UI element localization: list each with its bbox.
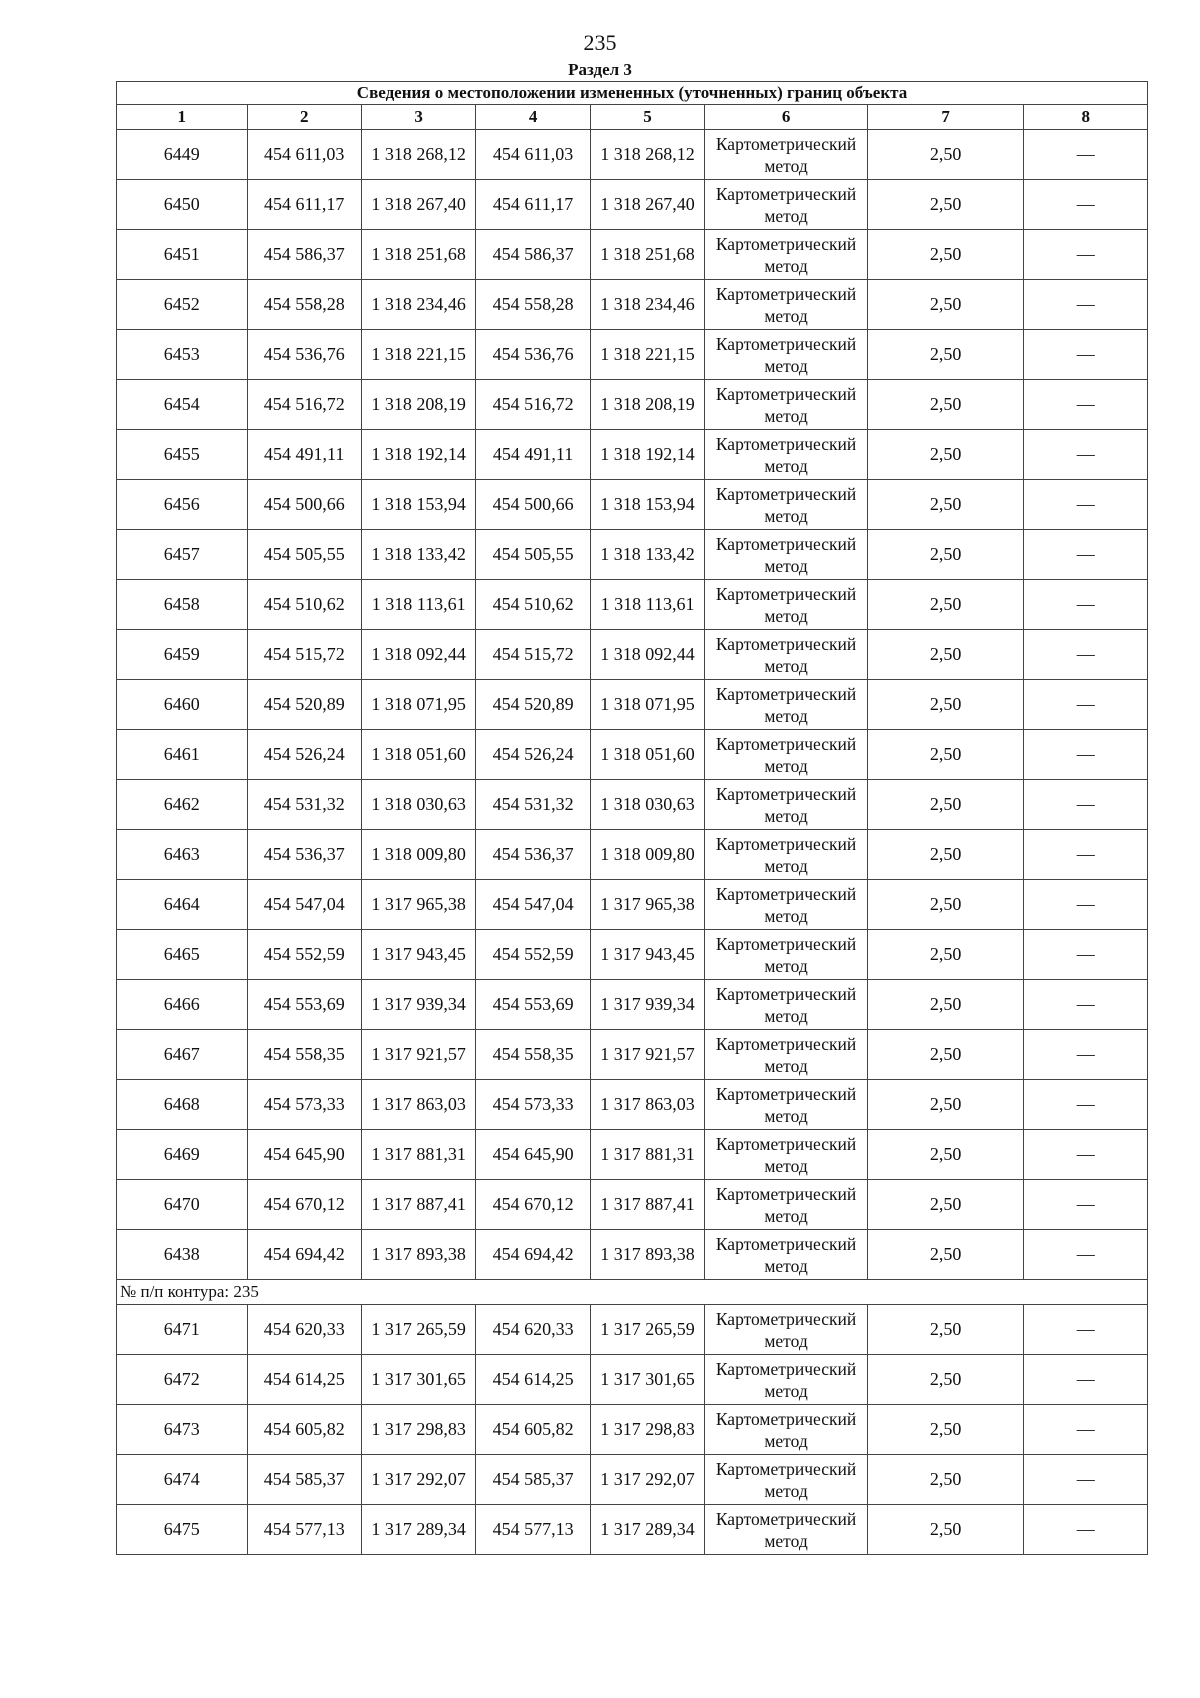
new-y-cell: 1 318 113,61 bbox=[590, 580, 704, 630]
existing-x-cell: 454 526,24 bbox=[247, 730, 361, 780]
new-x-cell: 454 552,59 bbox=[476, 930, 590, 980]
column-header-row bbox=[117, 105, 1148, 130]
table-row bbox=[117, 1405, 1148, 1455]
accuracy-cell: 2,50 bbox=[867, 1230, 1024, 1280]
existing-x-cell: 454 611,03 bbox=[247, 130, 361, 180]
new-y-cell: 1 317 893,38 bbox=[590, 1230, 704, 1280]
method-cell: Картометрический метод bbox=[705, 1505, 868, 1555]
new-x-cell: 454 510,62 bbox=[476, 580, 590, 630]
new-y-cell: 1 317 863,03 bbox=[590, 1080, 704, 1130]
existing-y-cell: 1 317 887,41 bbox=[361, 1180, 475, 1230]
new-x-cell: 454 670,12 bbox=[476, 1180, 590, 1230]
existing-x-cell: 454 586,37 bbox=[247, 230, 361, 280]
point-number-cell: 6473 bbox=[117, 1405, 248, 1455]
table-row bbox=[117, 1455, 1148, 1505]
method-cell: Картометрический метод bbox=[705, 930, 868, 980]
new-y-cell: 1 317 265,59 bbox=[590, 1305, 704, 1355]
note-cell: — bbox=[1024, 1505, 1148, 1555]
existing-x-cell: 454 605,82 bbox=[247, 1405, 361, 1455]
method-cell: Картометрический метод bbox=[705, 1405, 868, 1455]
existing-y-cell: 1 317 893,38 bbox=[361, 1230, 475, 1280]
new-y-cell: 1 317 292,07 bbox=[590, 1455, 704, 1505]
method-cell: Картометрический метод bbox=[705, 1230, 868, 1280]
new-x-cell: 454 531,32 bbox=[476, 780, 590, 830]
table-row bbox=[117, 780, 1148, 830]
existing-x-cell: 454 510,62 bbox=[247, 580, 361, 630]
method-cell: Картометрический метод bbox=[705, 1305, 868, 1355]
table-row bbox=[117, 130, 1148, 180]
new-x-cell: 454 558,28 bbox=[476, 280, 590, 330]
existing-y-cell: 1 317 301,65 bbox=[361, 1355, 475, 1405]
method-cell: Картометрический метод bbox=[705, 630, 868, 680]
existing-y-cell: 1 318 208,19 bbox=[361, 380, 475, 430]
existing-y-cell: 1 318 092,44 bbox=[361, 630, 475, 680]
new-y-cell: 1 318 092,44 bbox=[590, 630, 704, 680]
note-cell: — bbox=[1024, 480, 1148, 530]
table-row bbox=[117, 730, 1148, 780]
existing-y-cell: 1 317 289,34 bbox=[361, 1505, 475, 1555]
existing-x-cell: 454 558,28 bbox=[247, 280, 361, 330]
contour-row bbox=[117, 1280, 1148, 1305]
new-y-cell: 1 318 221,15 bbox=[590, 330, 704, 380]
new-y-cell: 1 318 153,94 bbox=[590, 480, 704, 530]
accuracy-cell: 2,50 bbox=[867, 1505, 1024, 1555]
accuracy-cell: 2,50 bbox=[867, 480, 1024, 530]
new-x-cell: 454 505,55 bbox=[476, 530, 590, 580]
existing-y-cell: 1 318 009,80 bbox=[361, 830, 475, 880]
note-cell: — bbox=[1024, 980, 1148, 1030]
note-cell: — bbox=[1024, 230, 1148, 280]
table-row bbox=[117, 1305, 1148, 1355]
method-cell: Картометрический метод bbox=[705, 230, 868, 280]
accuracy-cell: 2,50 bbox=[867, 1455, 1024, 1505]
method-cell: Картометрический метод bbox=[705, 480, 868, 530]
point-number-cell: 6438 bbox=[117, 1230, 248, 1280]
existing-y-cell: 1 318 071,95 bbox=[361, 680, 475, 730]
table-row bbox=[117, 580, 1148, 630]
column-header: 8 bbox=[1024, 105, 1148, 130]
table-row bbox=[117, 630, 1148, 680]
existing-y-cell: 1 318 234,46 bbox=[361, 280, 475, 330]
accuracy-cell: 2,50 bbox=[867, 830, 1024, 880]
new-x-cell: 454 547,04 bbox=[476, 880, 590, 930]
section-title: Раздел 3 bbox=[568, 60, 632, 79]
point-number-cell: 6449 bbox=[117, 130, 248, 180]
existing-x-cell: 454 611,17 bbox=[247, 180, 361, 230]
point-number-cell: 6467 bbox=[117, 1030, 248, 1080]
table-title-row bbox=[117, 82, 1148, 105]
new-x-cell: 454 491,11 bbox=[476, 430, 590, 480]
new-y-cell: 1 317 298,83 bbox=[590, 1405, 704, 1455]
note-cell: — bbox=[1024, 330, 1148, 380]
existing-x-cell: 454 645,90 bbox=[247, 1130, 361, 1180]
new-x-cell: 454 694,42 bbox=[476, 1230, 590, 1280]
note-cell: — bbox=[1024, 1230, 1148, 1280]
new-x-cell: 454 516,72 bbox=[476, 380, 590, 430]
existing-x-cell: 454 500,66 bbox=[247, 480, 361, 530]
note-cell: — bbox=[1024, 680, 1148, 730]
new-y-cell: 1 317 939,34 bbox=[590, 980, 704, 1030]
existing-x-cell: 454 505,55 bbox=[247, 530, 361, 580]
new-x-cell: 454 526,24 bbox=[476, 730, 590, 780]
table-row bbox=[117, 1230, 1148, 1280]
method-cell: Картометрический метод bbox=[705, 780, 868, 830]
table-row bbox=[117, 180, 1148, 230]
note-cell: — bbox=[1024, 280, 1148, 330]
note-cell: — bbox=[1024, 630, 1148, 680]
existing-x-cell: 454 531,32 bbox=[247, 780, 361, 830]
new-y-cell: 1 318 051,60 bbox=[590, 730, 704, 780]
table-row bbox=[117, 1505, 1148, 1555]
existing-x-cell: 454 670,12 bbox=[247, 1180, 361, 1230]
method-cell: Картометрический метод bbox=[705, 280, 868, 330]
method-cell: Картометрический метод bbox=[705, 580, 868, 630]
new-y-cell: 1 317 921,57 bbox=[590, 1030, 704, 1080]
point-number-cell: 6466 bbox=[117, 980, 248, 1030]
existing-y-cell: 1 317 292,07 bbox=[361, 1455, 475, 1505]
point-number-cell: 6456 bbox=[117, 480, 248, 530]
new-y-cell: 1 317 881,31 bbox=[590, 1130, 704, 1180]
note-cell: — bbox=[1024, 1355, 1148, 1405]
existing-x-cell: 454 516,72 bbox=[247, 380, 361, 430]
new-x-cell: 454 605,82 bbox=[476, 1405, 590, 1455]
new-x-cell: 454 577,13 bbox=[476, 1505, 590, 1555]
point-number-cell: 6463 bbox=[117, 830, 248, 880]
note-cell: — bbox=[1024, 530, 1148, 580]
accuracy-cell: 2,50 bbox=[867, 630, 1024, 680]
method-cell: Картометрический метод bbox=[705, 530, 868, 580]
new-y-cell: 1 318 208,19 bbox=[590, 380, 704, 430]
table-row bbox=[117, 480, 1148, 530]
note-cell: — bbox=[1024, 930, 1148, 980]
note-cell: — bbox=[1024, 1030, 1148, 1080]
table-row bbox=[117, 330, 1148, 380]
existing-x-cell: 454 547,04 bbox=[247, 880, 361, 930]
existing-y-cell: 1 317 265,59 bbox=[361, 1305, 475, 1355]
note-cell: — bbox=[1024, 1130, 1148, 1180]
new-y-cell: 1 317 887,41 bbox=[590, 1180, 704, 1230]
table-row bbox=[117, 1080, 1148, 1130]
existing-y-cell: 1 318 133,42 bbox=[361, 530, 475, 580]
note-cell: — bbox=[1024, 380, 1148, 430]
accuracy-cell: 2,50 bbox=[867, 680, 1024, 730]
note-cell: — bbox=[1024, 1305, 1148, 1355]
existing-x-cell: 454 573,33 bbox=[247, 1080, 361, 1130]
accuracy-cell: 2,50 bbox=[867, 1355, 1024, 1405]
accuracy-cell: 2,50 bbox=[867, 980, 1024, 1030]
page-number: 235 bbox=[583, 30, 617, 55]
method-cell: Картометрический метод bbox=[705, 680, 868, 730]
table-row bbox=[117, 380, 1148, 430]
method-cell: Картометрический метод bbox=[705, 180, 868, 230]
existing-y-cell: 1 317 965,38 bbox=[361, 880, 475, 930]
new-x-cell: 454 585,37 bbox=[476, 1455, 590, 1505]
point-number-cell: 6455 bbox=[117, 430, 248, 480]
point-number-cell: 6468 bbox=[117, 1080, 248, 1130]
table-row bbox=[117, 1180, 1148, 1230]
note-cell: — bbox=[1024, 1180, 1148, 1230]
note-cell: — bbox=[1024, 1455, 1148, 1505]
existing-y-cell: 1 317 863,03 bbox=[361, 1080, 475, 1130]
new-x-cell: 454 536,37 bbox=[476, 830, 590, 880]
point-number-cell: 6465 bbox=[117, 930, 248, 980]
point-number-cell: 6452 bbox=[117, 280, 248, 330]
table-row bbox=[117, 1355, 1148, 1405]
method-cell: Картометрический метод bbox=[705, 830, 868, 880]
note-cell: — bbox=[1024, 830, 1148, 880]
existing-y-cell: 1 318 251,68 bbox=[361, 230, 475, 280]
new-x-cell: 454 500,66 bbox=[476, 480, 590, 530]
new-x-cell: 454 536,76 bbox=[476, 330, 590, 380]
table-row bbox=[117, 1130, 1148, 1180]
existing-y-cell: 1 318 221,15 bbox=[361, 330, 475, 380]
existing-x-cell: 454 694,42 bbox=[247, 1230, 361, 1280]
new-y-cell: 1 318 030,63 bbox=[590, 780, 704, 830]
column-header: 5 bbox=[590, 105, 704, 130]
note-cell: — bbox=[1024, 580, 1148, 630]
existing-x-cell: 454 553,69 bbox=[247, 980, 361, 1030]
existing-x-cell: 454 491,11 bbox=[247, 430, 361, 480]
accuracy-cell: 2,50 bbox=[867, 280, 1024, 330]
new-y-cell: 1 318 234,46 bbox=[590, 280, 704, 330]
table-row bbox=[117, 230, 1148, 280]
new-x-cell: 454 573,33 bbox=[476, 1080, 590, 1130]
point-number-cell: 6464 bbox=[117, 880, 248, 930]
table-row bbox=[117, 280, 1148, 330]
accuracy-cell: 2,50 bbox=[867, 1180, 1024, 1230]
column-header: 2 bbox=[247, 105, 361, 130]
table-row bbox=[117, 680, 1148, 730]
accuracy-cell: 2,50 bbox=[867, 880, 1024, 930]
accuracy-cell: 2,50 bbox=[867, 730, 1024, 780]
new-x-cell: 454 620,33 bbox=[476, 1305, 590, 1355]
point-number-cell: 6469 bbox=[117, 1130, 248, 1180]
new-x-cell: 454 611,17 bbox=[476, 180, 590, 230]
existing-x-cell: 454 520,89 bbox=[247, 680, 361, 730]
existing-y-cell: 1 317 881,31 bbox=[361, 1130, 475, 1180]
point-number-cell: 6460 bbox=[117, 680, 248, 730]
table-row bbox=[117, 530, 1148, 580]
accuracy-cell: 2,50 bbox=[867, 780, 1024, 830]
existing-x-cell: 454 536,37 bbox=[247, 830, 361, 880]
table-row bbox=[117, 980, 1148, 1030]
point-number-cell: 6471 bbox=[117, 1305, 248, 1355]
new-x-cell: 454 611,03 bbox=[476, 130, 590, 180]
new-y-cell: 1 318 268,12 bbox=[590, 130, 704, 180]
column-header: 6 bbox=[705, 105, 868, 130]
accuracy-cell: 2,50 bbox=[867, 930, 1024, 980]
accuracy-cell: 2,50 bbox=[867, 180, 1024, 230]
existing-y-cell: 1 318 268,12 bbox=[361, 130, 475, 180]
method-cell: Картометрический метод bbox=[705, 1355, 868, 1405]
existing-y-cell: 1 318 192,14 bbox=[361, 430, 475, 480]
accuracy-cell: 2,50 bbox=[867, 130, 1024, 180]
accuracy-cell: 2,50 bbox=[867, 1405, 1024, 1455]
new-x-cell: 454 558,35 bbox=[476, 1030, 590, 1080]
existing-y-cell: 1 317 939,34 bbox=[361, 980, 475, 1030]
table-row bbox=[117, 880, 1148, 930]
table-row bbox=[117, 1030, 1148, 1080]
table-row bbox=[117, 830, 1148, 880]
accuracy-cell: 2,50 bbox=[867, 330, 1024, 380]
table-title: Сведения о местоположении измененных (уточненных) границ объекта bbox=[117, 82, 1148, 105]
note-cell: — bbox=[1024, 1405, 1148, 1455]
contour-label: № п/п контура: 235 bbox=[117, 1280, 1148, 1305]
new-y-cell: 1 318 133,42 bbox=[590, 530, 704, 580]
note-cell: — bbox=[1024, 880, 1148, 930]
new-y-cell: 1 318 009,80 bbox=[590, 830, 704, 880]
point-number-cell: 6459 bbox=[117, 630, 248, 680]
new-y-cell: 1 317 301,65 bbox=[590, 1355, 704, 1405]
existing-x-cell: 454 577,13 bbox=[247, 1505, 361, 1555]
point-number-cell: 6453 bbox=[117, 330, 248, 380]
accuracy-cell: 2,50 bbox=[867, 1080, 1024, 1130]
new-x-cell: 454 614,25 bbox=[476, 1355, 590, 1405]
note-cell: — bbox=[1024, 780, 1148, 830]
existing-y-cell: 1 317 298,83 bbox=[361, 1405, 475, 1455]
accuracy-cell: 2,50 bbox=[867, 1305, 1024, 1355]
existing-y-cell: 1 318 051,60 bbox=[361, 730, 475, 780]
new-y-cell: 1 317 965,38 bbox=[590, 880, 704, 930]
method-cell: Картометрический метод bbox=[705, 430, 868, 480]
existing-x-cell: 454 536,76 bbox=[247, 330, 361, 380]
method-cell: Картометрический метод bbox=[705, 730, 868, 780]
table-row bbox=[117, 430, 1148, 480]
existing-y-cell: 1 318 267,40 bbox=[361, 180, 475, 230]
new-x-cell: 454 515,72 bbox=[476, 630, 590, 680]
existing-x-cell: 454 585,37 bbox=[247, 1455, 361, 1505]
accuracy-cell: 2,50 bbox=[867, 380, 1024, 430]
point-number-cell: 6462 bbox=[117, 780, 248, 830]
new-x-cell: 454 586,37 bbox=[476, 230, 590, 280]
new-y-cell: 1 318 251,68 bbox=[590, 230, 704, 280]
method-cell: Картометрический метод bbox=[705, 880, 868, 930]
point-number-cell: 6474 bbox=[117, 1455, 248, 1505]
new-y-cell: 1 318 071,95 bbox=[590, 680, 704, 730]
point-number-cell: 6457 bbox=[117, 530, 248, 580]
note-cell: — bbox=[1024, 180, 1148, 230]
point-number-cell: 6454 bbox=[117, 380, 248, 430]
existing-y-cell: 1 317 943,45 bbox=[361, 930, 475, 980]
existing-y-cell: 1 318 030,63 bbox=[361, 780, 475, 830]
column-header: 4 bbox=[476, 105, 590, 130]
point-number-cell: 6470 bbox=[117, 1180, 248, 1230]
point-number-cell: 6458 bbox=[117, 580, 248, 630]
accuracy-cell: 2,50 bbox=[867, 430, 1024, 480]
new-x-cell: 454 553,69 bbox=[476, 980, 590, 1030]
accuracy-cell: 2,50 bbox=[867, 1030, 1024, 1080]
accuracy-cell: 2,50 bbox=[867, 530, 1024, 580]
method-cell: Картометрический метод bbox=[705, 1030, 868, 1080]
note-cell: — bbox=[1024, 130, 1148, 180]
method-cell: Картометрический метод bbox=[705, 1080, 868, 1130]
existing-y-cell: 1 317 921,57 bbox=[361, 1030, 475, 1080]
note-cell: — bbox=[1024, 730, 1148, 780]
existing-y-cell: 1 318 153,94 bbox=[361, 480, 475, 530]
point-number-cell: 6461 bbox=[117, 730, 248, 780]
column-header: 7 bbox=[867, 105, 1024, 130]
new-y-cell: 1 317 943,45 bbox=[590, 930, 704, 980]
new-y-cell: 1 318 267,40 bbox=[590, 180, 704, 230]
method-cell: Картометрический метод bbox=[705, 980, 868, 1030]
existing-x-cell: 454 620,33 bbox=[247, 1305, 361, 1355]
point-number-cell: 6472 bbox=[117, 1355, 248, 1405]
method-cell: Картометрический метод bbox=[705, 1180, 868, 1230]
point-number-cell: 6475 bbox=[117, 1505, 248, 1555]
column-header: 1 bbox=[117, 105, 248, 130]
accuracy-cell: 2,50 bbox=[867, 230, 1024, 280]
new-x-cell: 454 645,90 bbox=[476, 1130, 590, 1180]
existing-x-cell: 454 614,25 bbox=[247, 1355, 361, 1405]
boundary-table bbox=[116, 81, 1148, 1555]
method-cell: Картометрический метод bbox=[705, 380, 868, 430]
method-cell: Картометрический метод bbox=[705, 330, 868, 380]
accuracy-cell: 2,50 bbox=[867, 1130, 1024, 1180]
new-x-cell: 454 520,89 bbox=[476, 680, 590, 730]
existing-x-cell: 454 558,35 bbox=[247, 1030, 361, 1080]
note-cell: — bbox=[1024, 1080, 1148, 1130]
existing-y-cell: 1 318 113,61 bbox=[361, 580, 475, 630]
table-row bbox=[117, 930, 1148, 980]
new-y-cell: 1 318 192,14 bbox=[590, 430, 704, 480]
method-cell: Картометрический метод bbox=[705, 1455, 868, 1505]
column-header: 3 bbox=[361, 105, 475, 130]
new-y-cell: 1 317 289,34 bbox=[590, 1505, 704, 1555]
accuracy-cell: 2,50 bbox=[867, 580, 1024, 630]
existing-x-cell: 454 552,59 bbox=[247, 930, 361, 980]
existing-x-cell: 454 515,72 bbox=[247, 630, 361, 680]
method-cell: Картометрический метод bbox=[705, 130, 868, 180]
note-cell: — bbox=[1024, 430, 1148, 480]
point-number-cell: 6451 bbox=[117, 230, 248, 280]
table-body bbox=[117, 82, 1148, 1555]
point-number-cell: 6450 bbox=[117, 180, 248, 230]
method-cell: Картометрический метод bbox=[705, 1130, 868, 1180]
